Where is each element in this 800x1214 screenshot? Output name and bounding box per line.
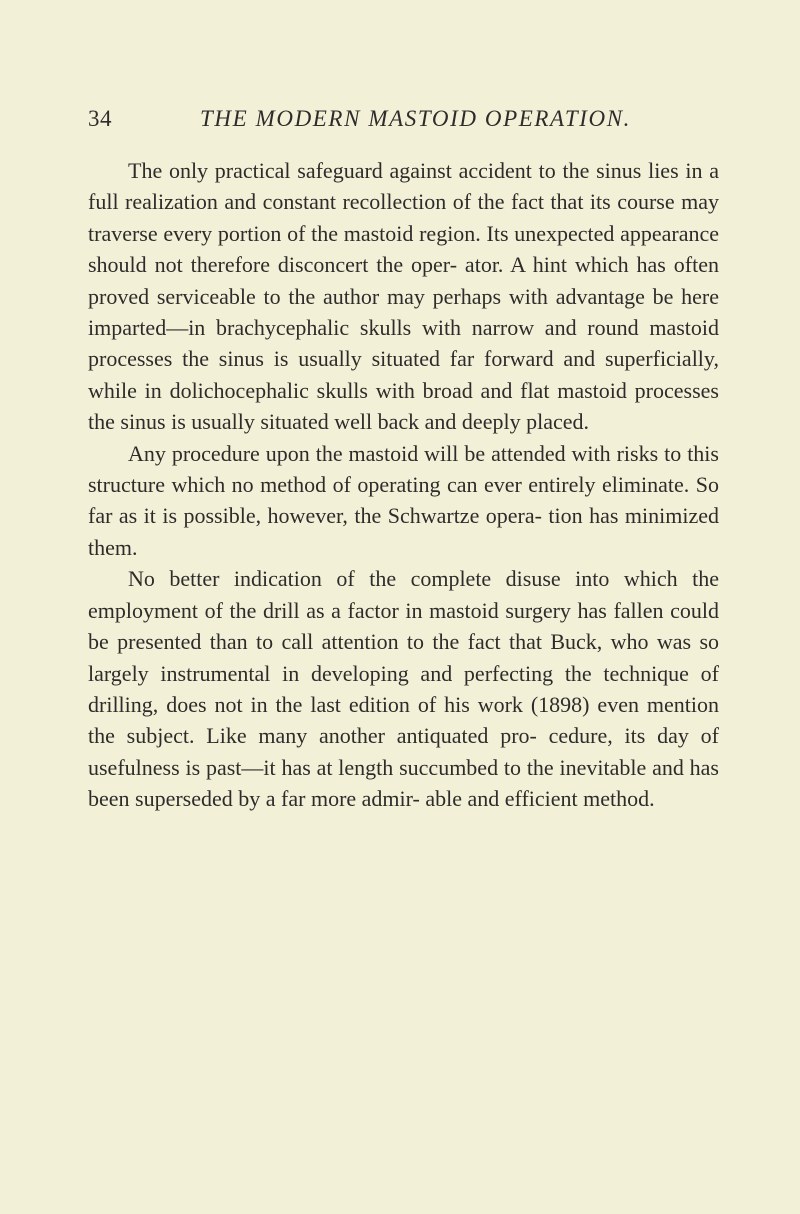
paragraph-drill-disuse: No better indication of the complete disuse into which the employment of the drill as a factor in mastoid surgery has fallen could be presented than to call attention to the fact that Buck, who was so largely instrumental in developing and perfecting the technique of drilling, does not in the last edition of his work (1898) even mention the subject. Like many another antiquated pro- cedure, its day of usefulness is past—it has at length succumbed to the inevitable and has been superseded by a far more admir- able and efficient method. [88, 566, 719, 812]
paragraph-procedure-risks: Any procedure upon the mastoid will be attended with risks to this structure which no method of operating can ever entirely eliminate. So far as it is possible, however, the Schwartze opera- tion has minimized them. [88, 440, 719, 560]
running-head [88, 106, 718, 136]
body-text [88, 155, 719, 815]
paragraph-sinus-safeguard: The only practical safeguard against accident to the sinus lies in a full realization and constant recollection of the fact that its course may traverse every portion of the mastoid region. Its unexpected appearance should not therefore disconcert the oper- ator. A hint which has often proved serviceable to the author may perhaps with advantage be here imparted—in brachycephalic skulls with narrow and round mastoid processes the sinus is usually situated far forward and superficially, while in dolichocephalic skulls with broad and flat mastoid processes the sinus is usually situated well back and deeply placed. [88, 158, 719, 435]
page-number: 34 [88, 106, 112, 131]
running-title: THE MODERN MASTOID OPERATION. [200, 106, 631, 131]
